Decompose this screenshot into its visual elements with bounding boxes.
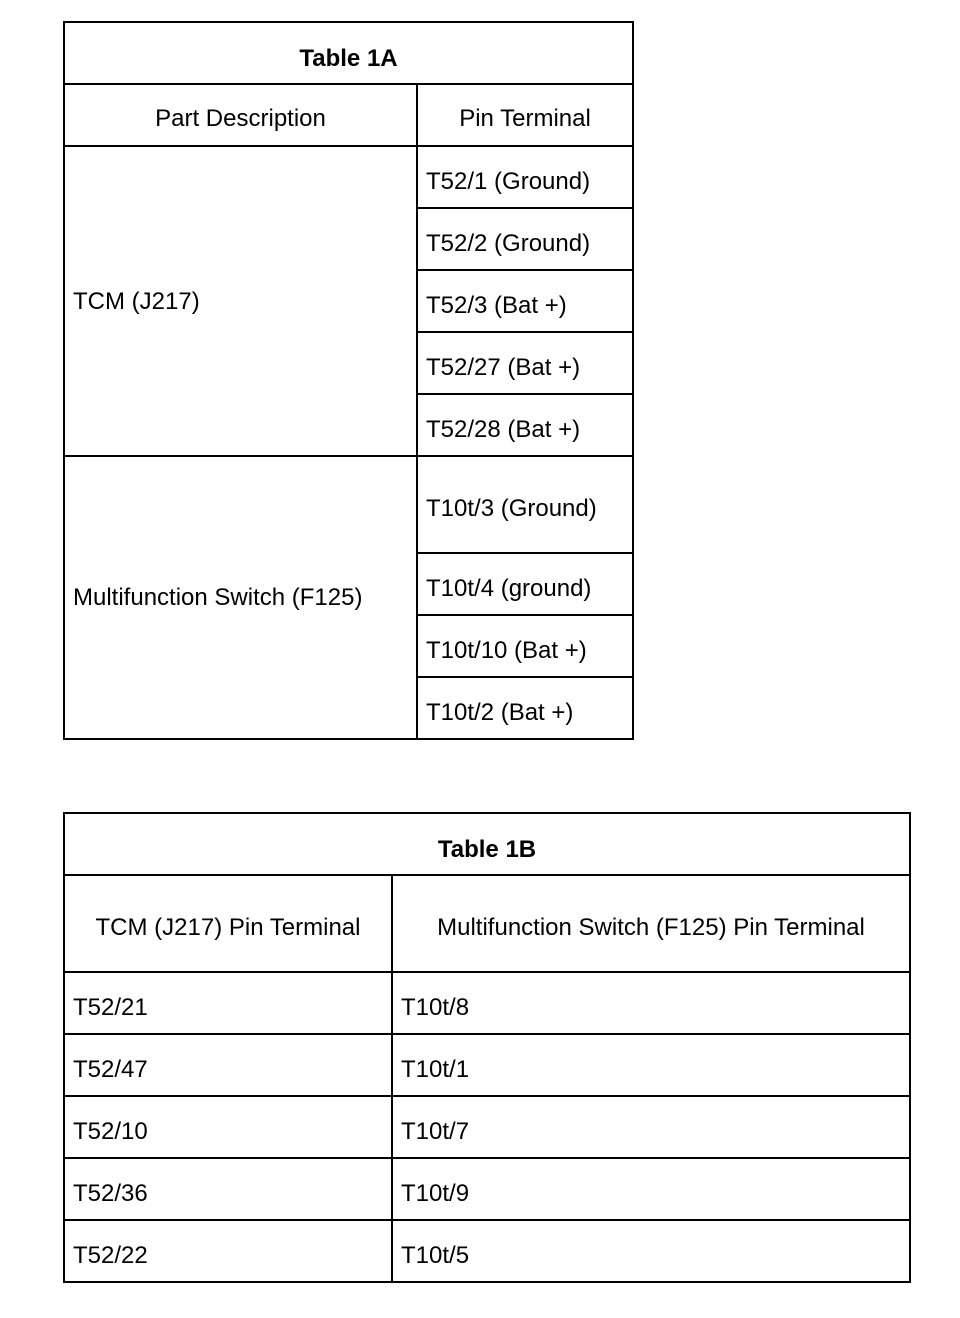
table-1a-pin: T52/28 (Bat +) <box>417 394 633 456</box>
table-row <box>64 1158 910 1220</box>
table-1a-pin: T10t/4 (ground) <box>417 553 633 615</box>
table-1b-switch-pin: T10t/8 <box>392 972 910 1034</box>
table-row <box>64 1220 910 1282</box>
table-row <box>64 972 910 1034</box>
table-1a-pin: T52/1 (Ground) <box>417 146 633 208</box>
table-1b <box>63 812 911 1283</box>
table-1b-switch-pin: T10t/5 <box>392 1220 910 1282</box>
table-1a-pin: T10t/3 (Ground) <box>417 456 633 553</box>
table-row <box>64 1096 910 1158</box>
table-1a-pin: T10t/2 (Bat +) <box>417 677 633 739</box>
table-1b-header-multifunction-switch-pin-terminal: Multifunction Switch (F125) Pin Terminal <box>392 875 910 972</box>
table-1b-header-tcm-pin-terminal: TCM (J217) Pin Terminal <box>64 875 392 972</box>
table-1a <box>63 21 634 740</box>
table-1b-tcm-pin: T52/10 <box>64 1096 392 1158</box>
table-row <box>64 1034 910 1096</box>
table-1b-tcm-pin: T52/47 <box>64 1034 392 1096</box>
table-1a-pin: T52/2 (Ground) <box>417 208 633 270</box>
table-1a-title: Table 1A <box>64 22 633 84</box>
table-1b-title: Table 1B <box>64 813 910 875</box>
table-1a-header-part-description: Part Description <box>64 84 417 146</box>
table-1a-pin: T52/27 (Bat +) <box>417 332 633 394</box>
table-1a-part-multifunction-switch: Multifunction Switch (F125) <box>64 456 417 739</box>
table-1a-header-pin-terminal: Pin Terminal <box>417 84 633 146</box>
table-1b-switch-pin: T10t/7 <box>392 1096 910 1158</box>
table-1a-pin: T52/3 (Bat +) <box>417 270 633 332</box>
table-1b-tcm-pin: T52/22 <box>64 1220 392 1282</box>
table-1a-pin: T10t/10 (Bat +) <box>417 615 633 677</box>
table-1b-tcm-pin: T52/21 <box>64 972 392 1034</box>
table-1b-switch-pin: T10t/1 <box>392 1034 910 1096</box>
table-1b-tcm-pin: T52/36 <box>64 1158 392 1220</box>
table-1a-part-tcm: TCM (J217) <box>64 146 417 456</box>
table-1b-switch-pin: T10t/9 <box>392 1158 910 1220</box>
